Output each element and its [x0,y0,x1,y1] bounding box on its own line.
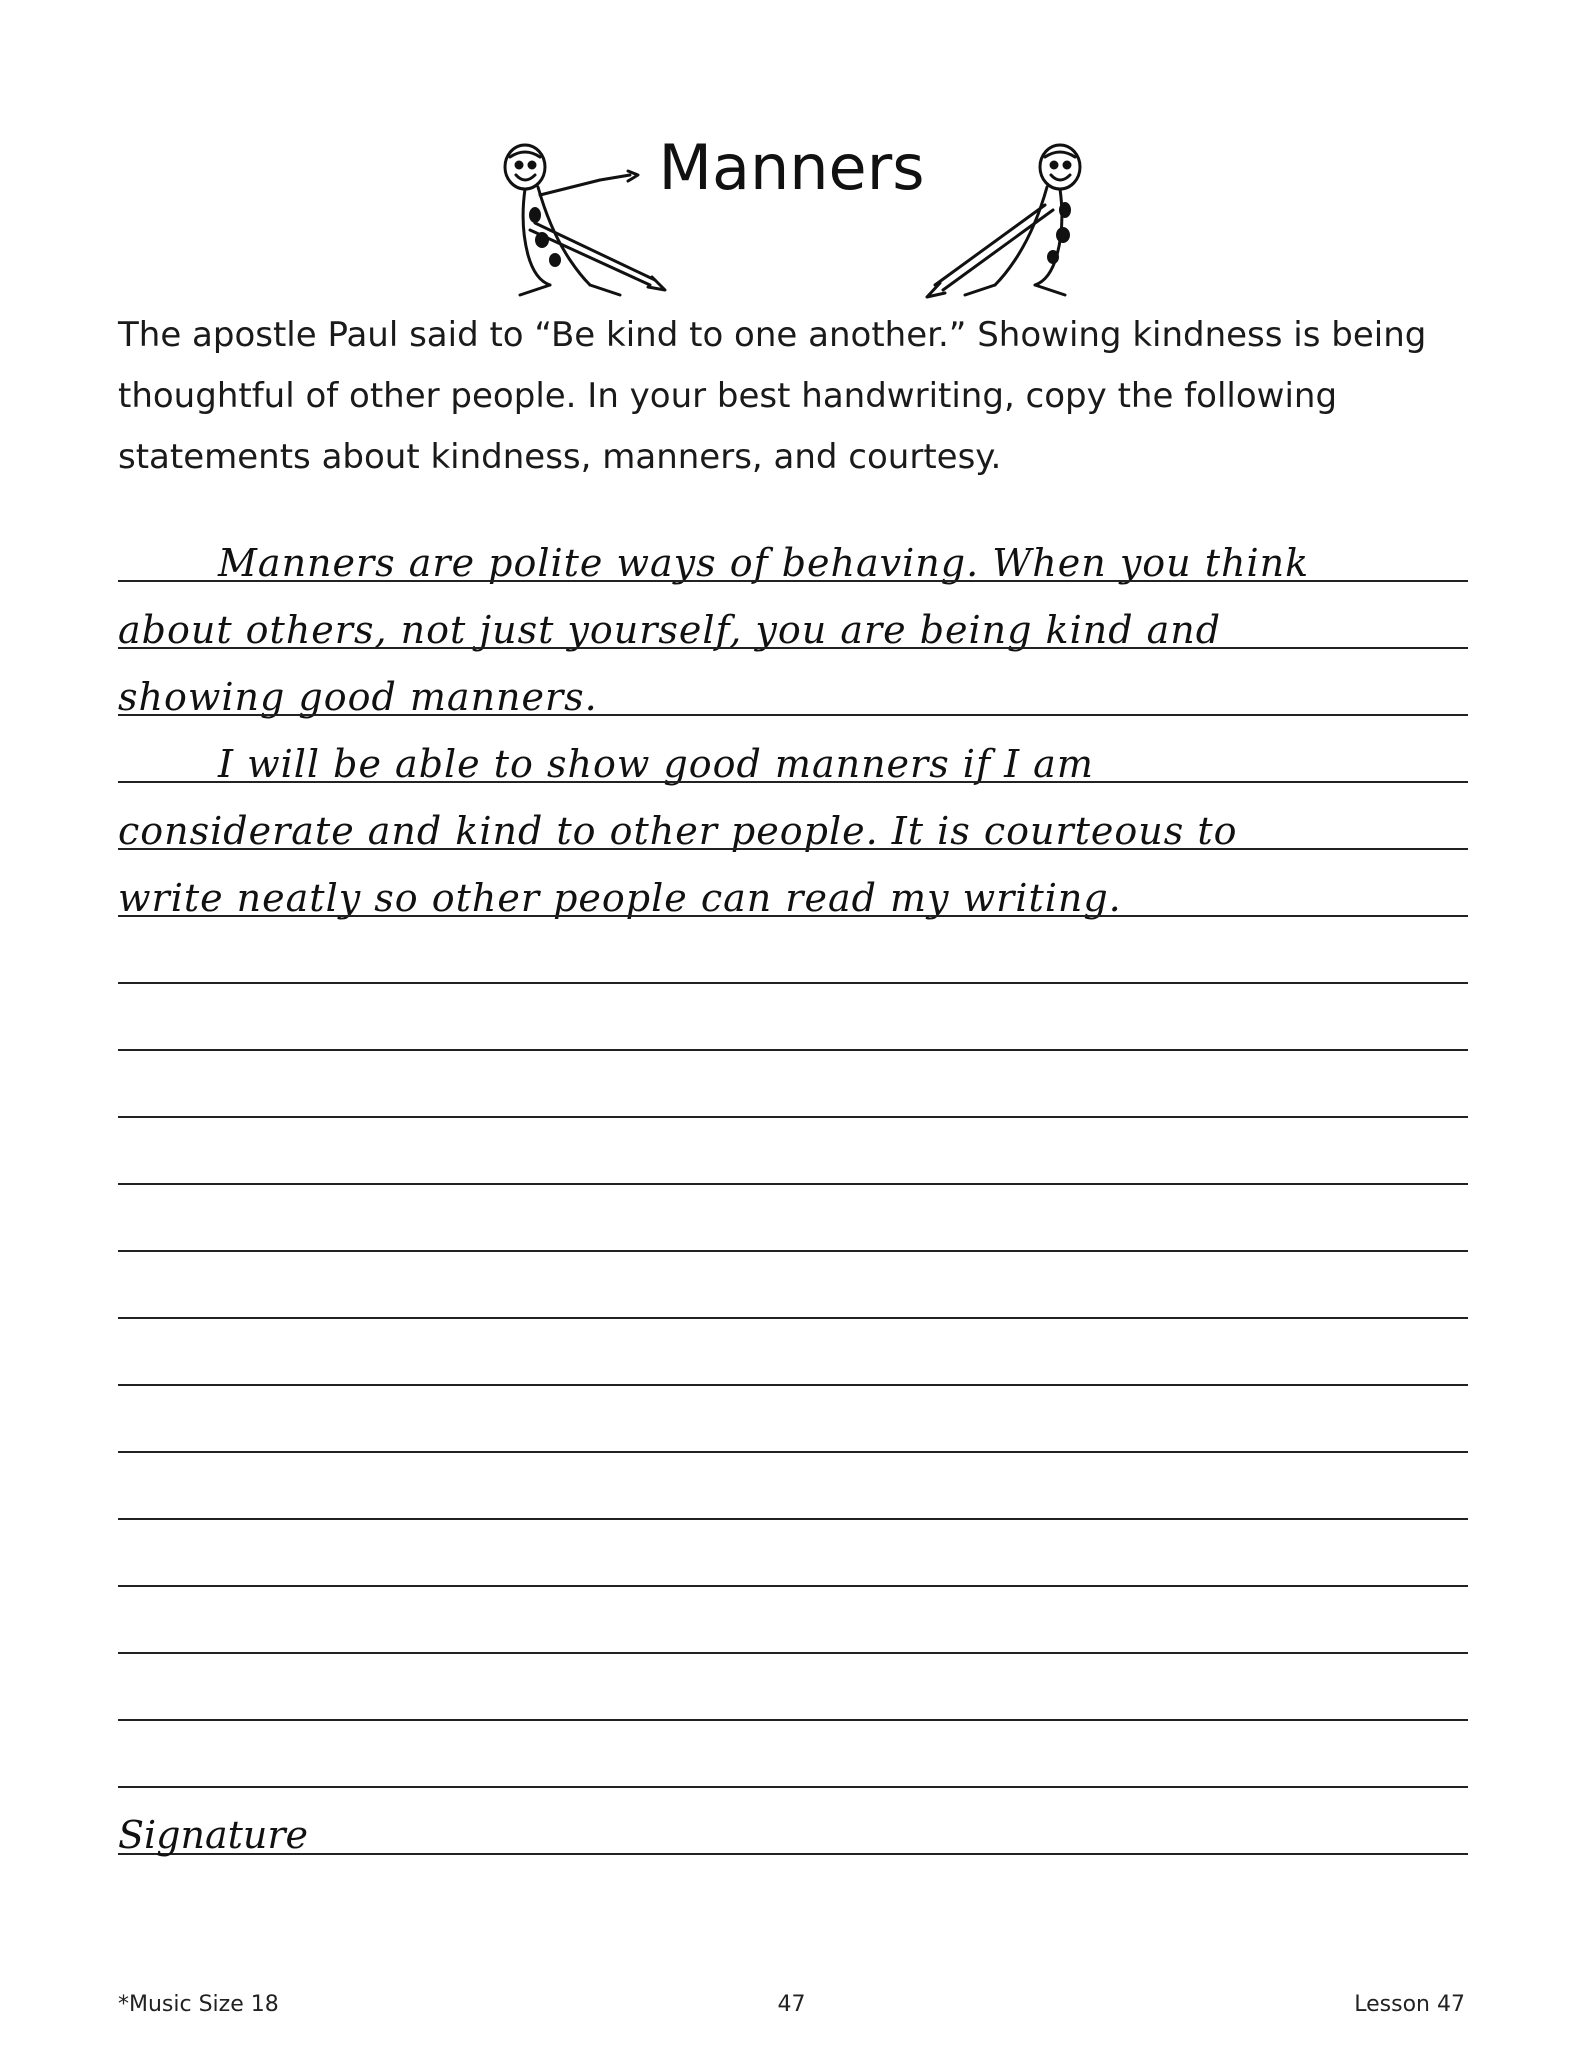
writing-line [118,1518,1468,1520]
writing-line [118,647,1468,649]
writing-line [118,1183,1468,1185]
lesson-label: Lesson 47 [1354,1992,1465,2017]
writing-line [118,848,1468,850]
signature-label: Signature [118,1813,309,1857]
writing-line [118,1652,1468,1654]
footer-font-note: *Music Size 18 [118,1992,279,2017]
model-text-line: Manners are polite ways of behaving. When you think [218,541,1310,585]
writing-line [118,915,1468,917]
page-title: Manners [658,131,925,204]
writing-line [118,1317,1468,1319]
writing-line [118,982,1468,984]
writing-line [118,1250,1468,1252]
writing-line [118,1384,1468,1386]
model-text-line: I will be able to show good manners if I am [218,742,1094,786]
model-text-line: showing good manners. [118,675,598,719]
writing-line [118,1116,1468,1118]
model-text-line: considerate and kind to other people. It is courteous to [118,809,1238,853]
instructions-text: The apostle Paul said to “Be kind to one another.” Showing kindness is being thoughtful of other people. In your best handwriting, copy the following statements about kindness, manners, and courtesy. [118,315,1427,477]
writing-line [118,1049,1468,1051]
writing-line [118,1719,1468,1721]
writing-line [118,781,1468,783]
model-text-line: about others, not just yourself, you are being kind and [118,608,1222,652]
writing-line [118,1585,1468,1587]
signature-line [118,1853,1468,1855]
page-number: 47 [777,1992,806,2017]
writing-lines-area [118,0,1468,2048]
writing-line [118,580,1468,582]
writing-line [118,1451,1468,1453]
model-text-line: write neatly so other people can read my writing. [118,876,1122,920]
writing-line [118,714,1468,716]
writing-line [118,1786,1468,1788]
